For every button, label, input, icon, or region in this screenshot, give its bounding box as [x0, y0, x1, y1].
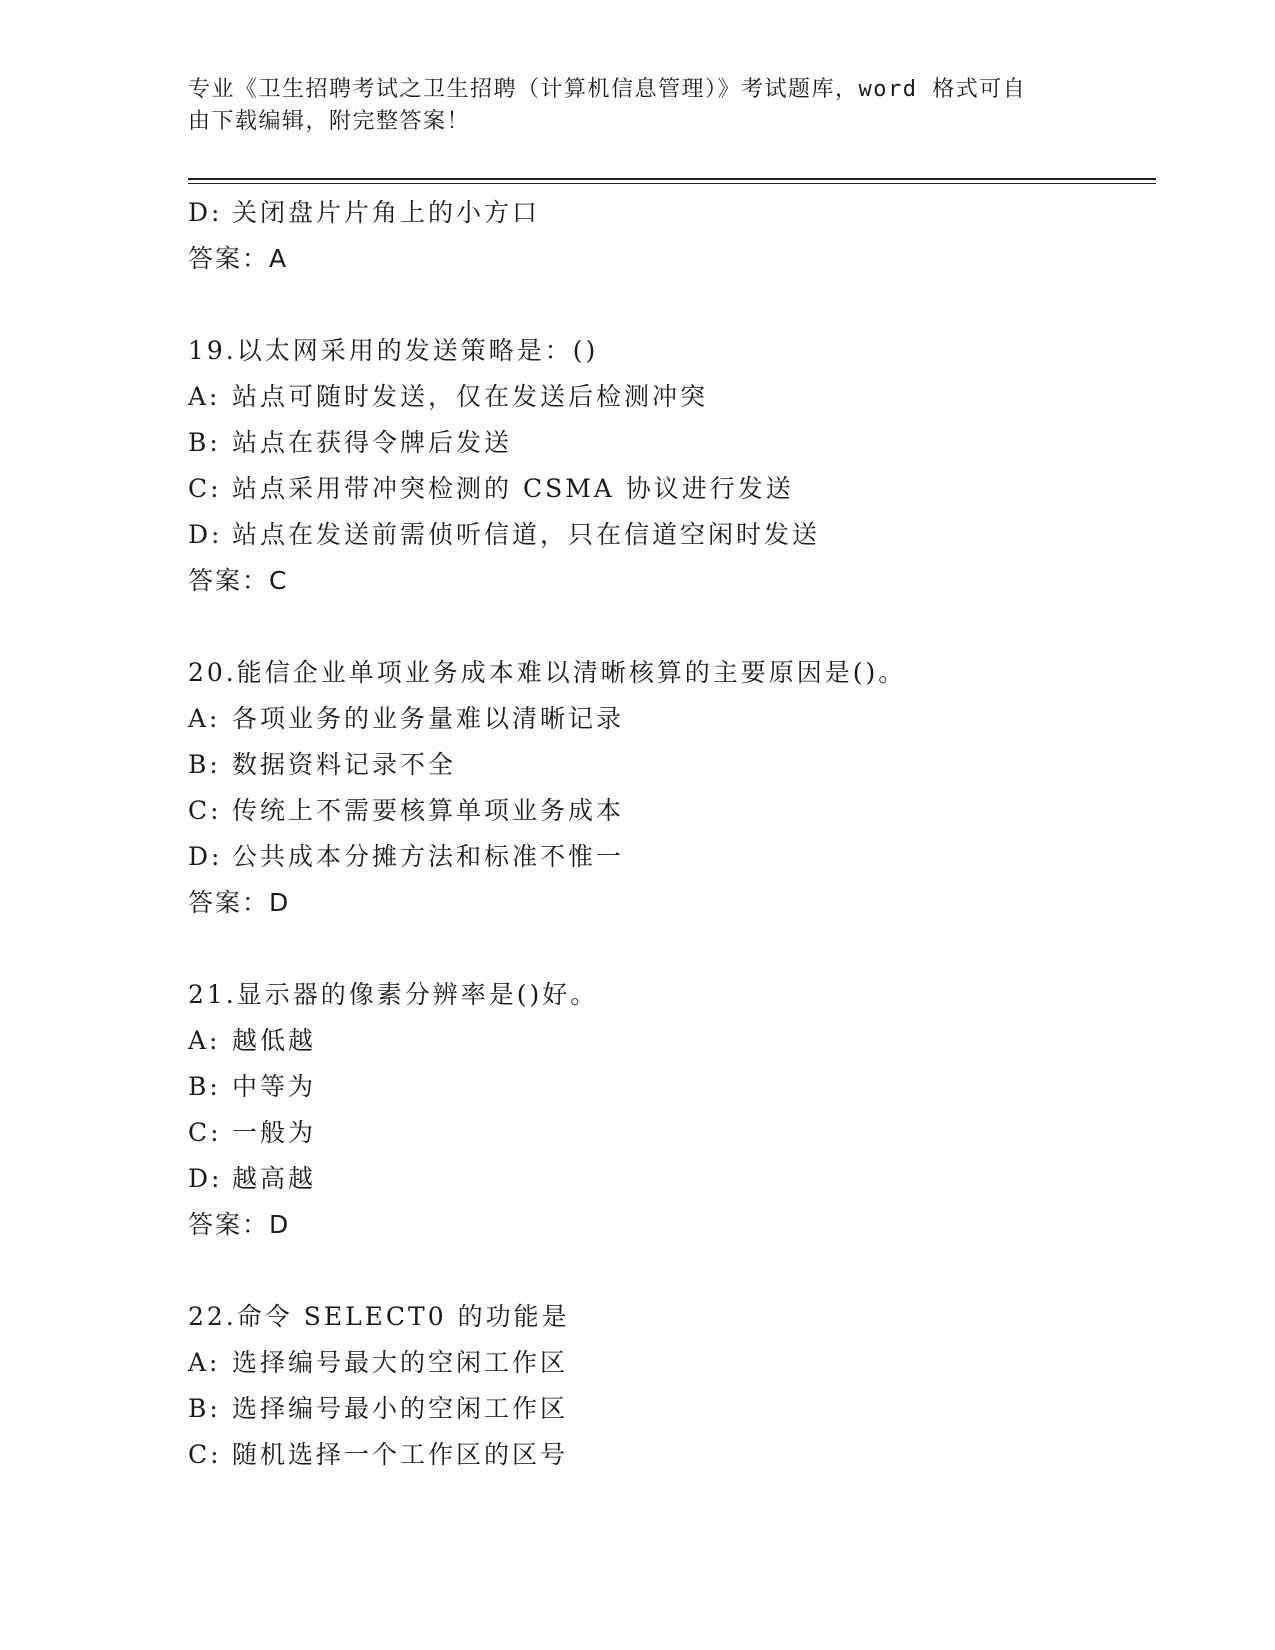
option-letter: B:: [188, 750, 221, 779]
question-stem: 22.命令 SELECT0 的功能是: [188, 1302, 570, 1331]
option-text: 传统上不需要核算单项业务成本: [232, 796, 625, 825]
option-text: 随机选择一个工作区的区号: [232, 1440, 569, 1469]
spacer: [188, 604, 1148, 650]
option-b: [188, 1064, 1148, 1110]
option-text: 站点可随时发送，仅在发送后检测冲突: [232, 382, 709, 411]
option-text: 越低越: [232, 1026, 317, 1055]
question-stem: 20.能信企业单项业务成本难以清晰核算的主要原因是()。: [188, 658, 907, 687]
option-a: [188, 1340, 1148, 1386]
option-c: [188, 466, 1148, 512]
option-letter: B:: [188, 428, 221, 457]
option-a: [188, 1018, 1148, 1064]
option-letter: C:: [188, 474, 222, 503]
option-c: [188, 1432, 1148, 1478]
question-stem: 19.以太网采用的发送策略是：(): [188, 336, 599, 365]
option-letter: D:: [188, 198, 223, 227]
answer-line: 答案：C: [188, 566, 289, 595]
answer-line: 答案：A: [188, 244, 289, 273]
answer-line: 答案：D: [188, 888, 291, 917]
option-text: 一般为: [232, 1118, 317, 1147]
option-letter: A:: [188, 704, 221, 733]
option-text: 关闭盘片片角上的小方口: [232, 198, 541, 227]
question-list: [188, 190, 1148, 1478]
option-letter: B:: [188, 1072, 221, 1101]
option-d: [188, 1156, 1148, 1202]
option-letter: D:: [188, 520, 223, 549]
option-text: 数据资料记录不全: [232, 750, 457, 779]
option-letter: A:: [188, 1026, 221, 1055]
option-text: 选择编号最小的空闲工作区: [232, 1394, 569, 1423]
option-letter: D:: [188, 1164, 223, 1193]
option-d: [188, 190, 1148, 236]
option-c: [188, 1110, 1148, 1156]
option-text: 越高越: [232, 1164, 317, 1193]
option-letter: A:: [188, 1348, 221, 1377]
option-letter: C:: [188, 1118, 222, 1147]
option-text: 站点在发送前需侦听信道，只在信道空闲时发送: [232, 520, 821, 549]
spacer: [188, 926, 1148, 972]
answer-line: 答案：D: [188, 1210, 291, 1239]
header-divider-thick: [188, 178, 1156, 180]
option-text: 站点在获得令牌后发送: [232, 428, 513, 457]
document-header: [188, 74, 1068, 138]
option-text: 站点采用带冲突检测的 CSMA 协议进行发送: [232, 474, 794, 503]
option-text: 公共成本分摊方法和标准不惟一: [232, 842, 625, 871]
option-c: [188, 788, 1148, 834]
option-d: [188, 512, 1148, 558]
option-text: 中等为: [232, 1072, 317, 1101]
header-line-2: 由下载编辑，附完整答案！: [188, 109, 471, 134]
option-b: [188, 420, 1148, 466]
option-letter: A:: [188, 382, 221, 411]
option-text: 选择编号最大的空闲工作区: [232, 1348, 569, 1377]
question-stem: 21.显示器的像素分辨率是()好。: [188, 980, 599, 1009]
option-letter: D:: [188, 842, 223, 871]
option-letter: C:: [188, 1440, 222, 1469]
spacer: [188, 1248, 1148, 1294]
option-text: 各项业务的业务量难以清晰记录: [232, 704, 625, 733]
option-b: [188, 742, 1148, 788]
option-d: [188, 834, 1148, 880]
spacer: [188, 282, 1148, 328]
option-letter: C:: [188, 796, 222, 825]
option-letter: B:: [188, 1394, 221, 1423]
header-line-1: 专业《卫生招聘考试之卫生招聘（计算机信息管理）》考试题库，word 格式可自: [188, 77, 1027, 102]
header-divider-thin: [188, 183, 1156, 184]
option-b: [188, 1386, 1148, 1432]
option-a: [188, 696, 1148, 742]
option-a: [188, 374, 1148, 420]
